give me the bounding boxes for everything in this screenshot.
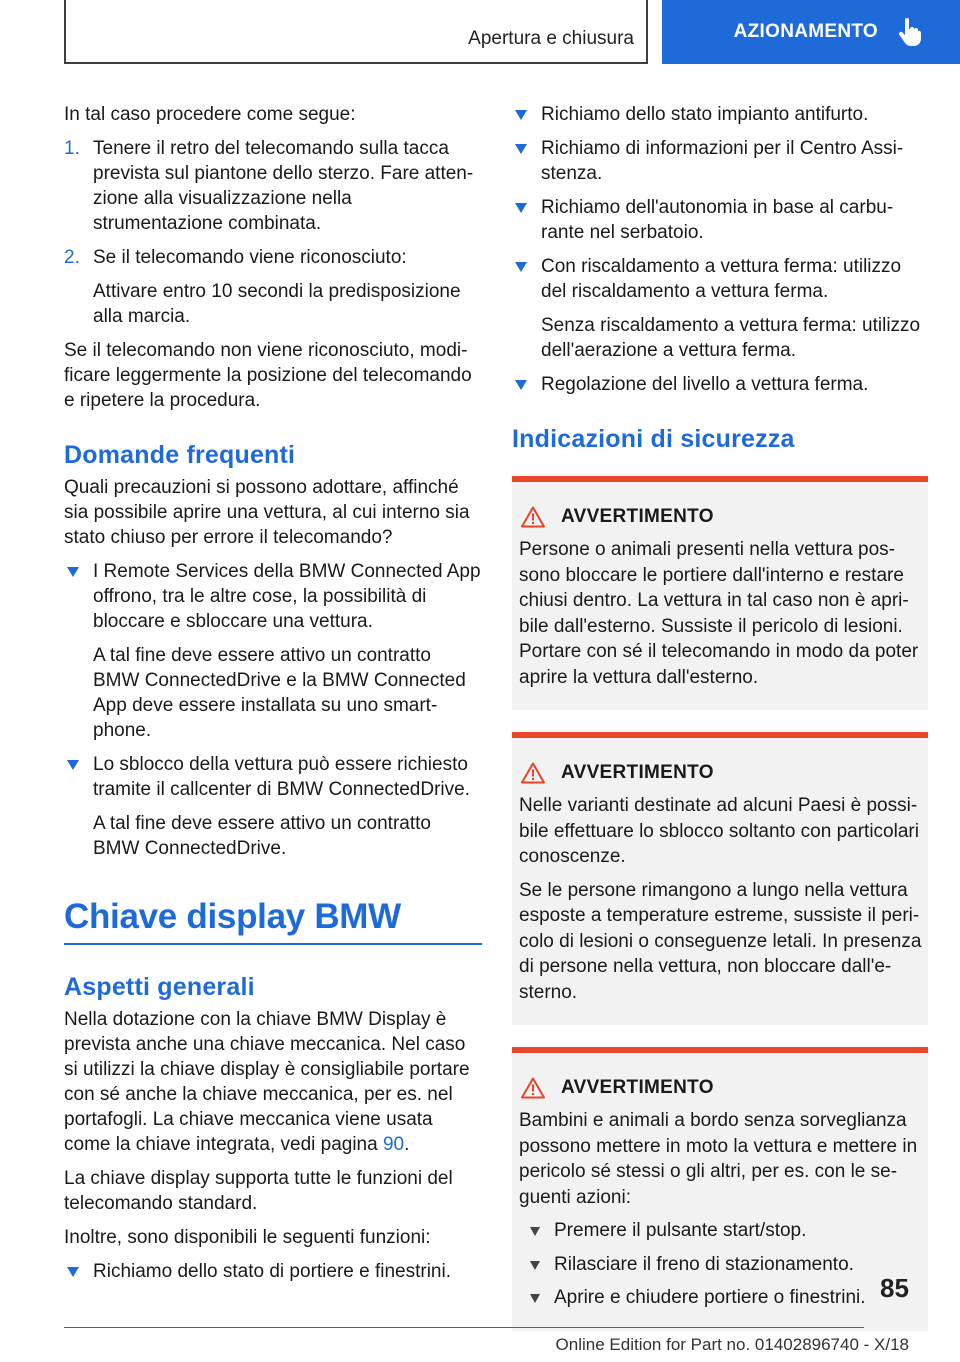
body-text: Nella dotazione con la chiave BMW Display è prevista anche una chiave meccanica. Nel caso si utilizzi la chiave display è consigliabile portare con sé anche la chiave meccanica, per es. nel portafogli. La chiave meccanica viene usata come la chiave integrata, vedi pagina	[64, 1009, 470, 1155]
left-column	[64, 102, 482, 1293]
warning-box	[512, 732, 928, 1025]
warning-box	[512, 476, 928, 710]
edition-note: Online Edition for Part no. 01402896740 - X/18	[555, 1335, 909, 1354]
warning-text: Se le persone rimangono a lungo nella vettura esposte a temperature estreme, sussiste il pericolo di lesioni o conseguenze letali. In presenza di persone nella vettura, non bloccare dall'esterno.	[519, 879, 922, 1003]
list-item-text: Aprire e chiudere portiere o finestrini.	[554, 1287, 866, 1308]
step-item	[64, 136, 482, 236]
list-item-text: Premere il pulsante start/stop.	[554, 1220, 807, 1241]
warning-text: Persone o animali presenti nella vettura possono bloccare le portiere dall'interno e restare chiusi dentro. La vettura in tal caso non è apribile dall'esterno. Sussiste il pericolo di lesioni. Portare con sé il telecomando in modo da poter aprire la vettura dall'esterno.	[519, 539, 919, 688]
subsection-heading: Aspetti generali	[64, 973, 255, 1001]
warning-triangle-icon	[521, 762, 545, 784]
step-item	[64, 245, 482, 329]
faq-heading: Domande frequenti	[64, 441, 296, 469]
step-text: Se il telecomando viene riconosciuto:	[93, 247, 407, 268]
warning-title	[519, 760, 922, 785]
body-paragraph: Inoltre, sono disponibili le seguenti funzioni:	[64, 1227, 431, 1248]
warning-title-text: AVVERTIMENTO	[561, 1077, 714, 1098]
body-paragraph: Se il telecomando non viene riconosciuto, modificare leggermente la posizione del telecomando e ripetere la procedura.	[64, 340, 472, 411]
safety-heading: Indicazioni di sicurezza	[512, 425, 795, 453]
list-item-text: Regolazione del livello a vettura ferma.	[541, 374, 869, 395]
triangle-bullet-icon	[530, 1227, 540, 1236]
warning-text: Bambini e animali a bordo senza sorveglianza possono mettere in moto la vettura e mettere in pericolo sé stessi o gli altri, per es. con le seguenti azioni:	[519, 1110, 918, 1208]
warning-box	[512, 1047, 928, 1331]
page-reference-link[interactable]: 90	[382, 1134, 405, 1155]
list-item-text: Con riscaldamento a vettura ferma: utilizzo del riscaldamento a vettura ferma.	[541, 256, 902, 302]
triangle-bullet-icon	[515, 144, 527, 154]
step-number: 1.	[64, 138, 80, 159]
body-paragraph: La chiave display supporta tutte le funzioni del telecomando standard.	[64, 1168, 453, 1214]
triangle-bullet-icon	[67, 567, 79, 577]
list-item	[527, 1218, 922, 1244]
triangle-bullet-icon	[530, 1294, 540, 1303]
triangle-bullet-icon	[515, 203, 527, 213]
page-number: 85	[880, 1273, 909, 1303]
list-item-text: Richiamo dello stato impianto antifurto.	[541, 104, 869, 125]
right-column	[512, 102, 928, 1331]
triangle-bullet-icon	[67, 1267, 79, 1277]
chapter-title: AZIONAMENTO	[733, 21, 878, 42]
footer-divider	[64, 1327, 864, 1328]
list-item-text: A tal fine deve essere attivo un contratto BMW ConnectedDrive e la BMW Connected App deve essere installata su uno smartphone.	[93, 645, 466, 741]
step-text: Tenere il retro del telecomando sulla tacca prevista sul piantone dello sterzo. Fare attenzione alla visualizzazione nella strumentazione combinata.	[93, 138, 474, 234]
list-item-text: Rilasciare il freno di stazionamento.	[554, 1253, 854, 1275]
list-item-text: Richiamo dello stato di portiere e finestrini.	[93, 1261, 452, 1282]
list-item	[527, 1252, 922, 1278]
triangle-bullet-icon	[67, 760, 79, 770]
warning-title-text: AVVERTIMENTO	[561, 506, 714, 527]
step-number: 2.	[64, 247, 80, 268]
list-item	[64, 752, 482, 861]
section-title: Apertura e chiusura	[468, 28, 634, 49]
chapter-heading: Chiave display BMW	[64, 895, 482, 945]
list-item	[527, 1285, 922, 1311]
list-item	[512, 195, 928, 245]
warning-title	[519, 504, 922, 529]
triangle-bullet-icon	[530, 1261, 540, 1270]
list-item	[512, 254, 928, 363]
warning-text: Nelle varianti destinate ad alcuni Paesi è possibile effettuare lo sblocco soltanto con particolari conoscenze.	[519, 795, 919, 867]
body-text: .	[404, 1134, 410, 1155]
intro-text: In tal caso procedere come segue:	[64, 104, 356, 125]
chapter-tab	[662, 0, 960, 64]
warning-triangle-icon	[521, 1077, 545, 1099]
list-item-text: Senza riscaldamento a vettura ferma: utilizzo dell'aerazione a vettura ferma.	[541, 315, 921, 361]
list-item-text: Richiamo dell'autonomia in base al carburante nel serbatoio.	[541, 197, 894, 243]
pointing-hand-icon	[898, 18, 922, 46]
warning-triangle-icon	[521, 506, 545, 528]
step-text: Attivare entro 10 secondi la predisposizione alla marcia.	[93, 281, 461, 327]
list-item	[512, 372, 928, 397]
triangle-bullet-icon	[515, 380, 527, 390]
warning-title-text: AVVERTIMENTO	[561, 762, 714, 783]
list-item	[512, 102, 928, 127]
list-item	[512, 136, 928, 186]
triangle-bullet-icon	[515, 262, 527, 272]
list-item-text: A tal fine deve essere attivo un contratto BMW ConnectedDrive.	[93, 813, 431, 859]
list-item-text: Lo sblocco della vettura può essere richiesto tramite il callcenter di BMW ConnectedDrive.	[93, 754, 470, 800]
list-item-text: Richiamo di informazioni per il Centro Assistenza.	[541, 138, 904, 184]
list-item	[64, 1259, 482, 1284]
body-paragraph	[64, 1007, 482, 1157]
list-item-text: I Remote Services della BMW Connected App offrono, tra le altre cose, la possibilità di bloccare e sbloccare una vettura.	[93, 561, 481, 632]
triangle-bullet-icon	[515, 110, 527, 120]
warning-title	[519, 1075, 922, 1100]
list-item	[64, 559, 482, 743]
faq-question: Quali precauzioni si possono adottare, affinché sia possibile aprire una vettura, al cui interno sia stato chiuso per errore il telecomando?	[64, 477, 470, 548]
